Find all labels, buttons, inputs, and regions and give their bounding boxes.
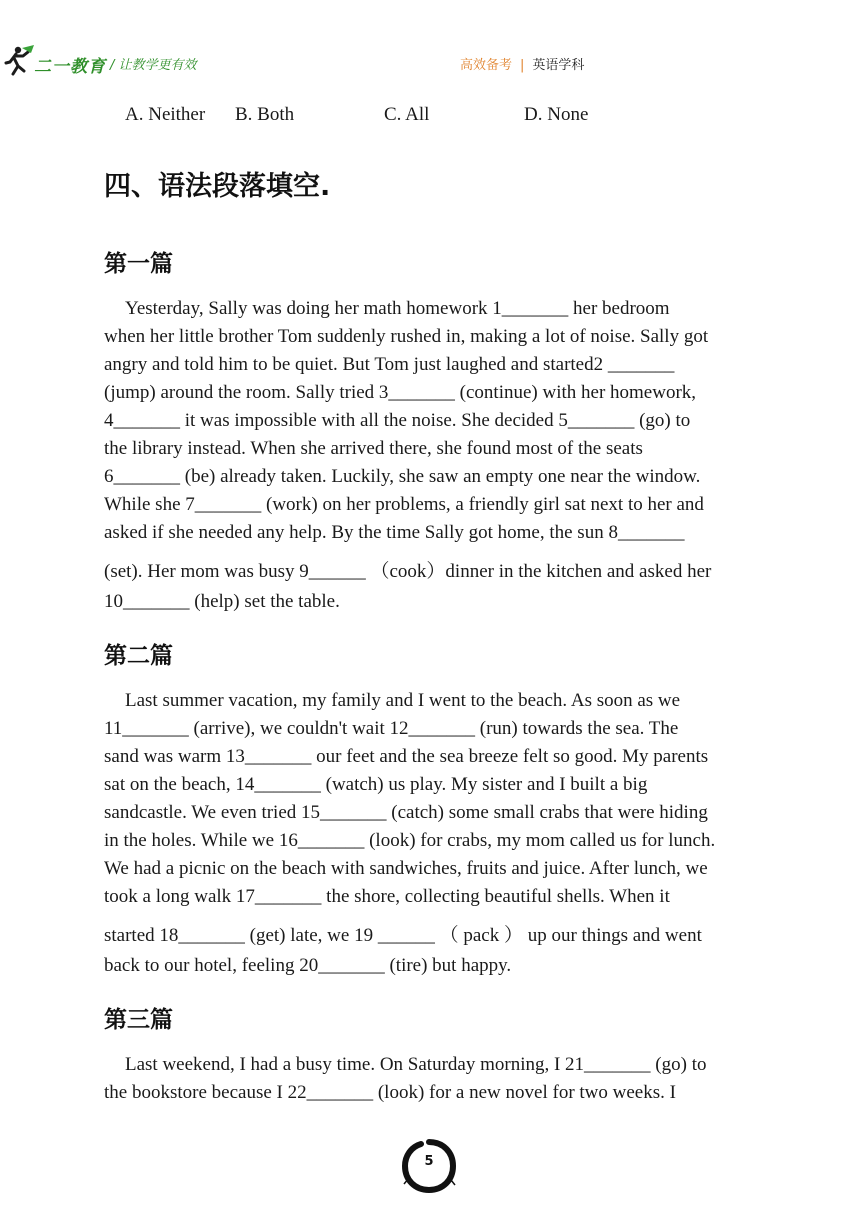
option-b: B. Both [235, 104, 295, 125]
passage-1-line: 4_______ it was impossible with all the noise. She decided 5_______ (go) to [104, 410, 691, 431]
passage-2-line: sat on the beach, 14_______ (watch) us play. My sister and I built a big [104, 774, 648, 795]
passage-2-line: Last summer vacation, my family and I went to the beach. As soon as we [125, 690, 681, 711]
answer-options [125, 104, 725, 130]
slogan: / 让教学更有效 [110, 58, 197, 73]
section-title: 四、语法段落填空. [104, 171, 331, 202]
passage-3-line: the bookstore because I 22_______ (look) for a new novel for two weeks. I [104, 1082, 676, 1103]
passage-1-line: the library instead. When she arrived there, she found most of the seats [104, 438, 643, 459]
option-a: A. Neither [125, 104, 206, 125]
passage-2-line: in the holes. While we 16_______ (look) for crabs, my mom called us for lunch. [104, 830, 716, 851]
passage-1-line: angry and told him to be quiet. But Tom just laughed and started2 _______ [104, 354, 675, 375]
option-c: C. All [384, 104, 430, 125]
passage-2-line: 11_______ (arrive), we couldn't wait 12_______ (run) towards the sea. The [104, 718, 679, 739]
passage-1-line: (set). Her mom was busy 9______ （cook）dinner in the kitchen and asked her [104, 561, 712, 582]
header-label: 高效备考 [460, 58, 513, 73]
passage-2-line: back to our hotel, feeling 20_______ (tire) but happy. [104, 955, 512, 976]
passage-title-1: 第一篇 [104, 251, 173, 277]
passage-title-2: 第二篇 [104, 643, 173, 669]
passage-2-line: started 18_______ (get) late, we 19 ______ （ pack ） up our things and went [104, 925, 702, 946]
passage-1-line: when her little brother Tom suddenly rushed in, making a lot of noise. Sally got [104, 326, 709, 347]
page-number: 5 [424, 1154, 434, 1169]
passage-1-line: 6_______ (be) already taken. Luckily, she saw an empty one near the window. [104, 466, 701, 487]
option-d: D. None [524, 104, 589, 125]
passage-1-line: Yesterday, Sally was doing her math homework 1_______ her bedroom [125, 298, 670, 319]
passage-2-line: sandcastle. We even tried 15_______ (catch) some small crabs that were hiding [104, 802, 708, 823]
passage-1-line: 10_______ (help) set the table. [104, 591, 340, 612]
header-separator: | [520, 58, 525, 73]
page-header [0, 0, 860, 90]
passage-1-line: While she 7_______ (work) on her problems, a friendly girl sat next to her and [104, 494, 704, 515]
header-right [460, 54, 584, 73]
passage-2-line: sand was warm 13_______ our feet and the sea breeze felt so good. My parents [104, 746, 709, 767]
passage-3-line: Last weekend, I had a busy time. On Saturday morning, I 21_______ (go) to [125, 1054, 707, 1075]
passage-2-line: We had a picnic on the beach with sandwiches, fruits and juice. After lunch, we [104, 858, 708, 879]
passage-1-line: (jump) around the room. Sally tried 3_______ (continue) with her homework, [104, 382, 697, 403]
passage-title-3: 第三篇 [104, 1007, 173, 1033]
passage-1-line: asked if she needed any help. By the time Sally got home, the sun 8_______ [104, 522, 685, 543]
header-subject: 英语学科 [532, 58, 585, 73]
passage-2-line: took a long walk 17_______ the shore, collecting beautiful shells. When it [104, 886, 670, 907]
logo-text: 二一教育 [34, 57, 106, 77]
